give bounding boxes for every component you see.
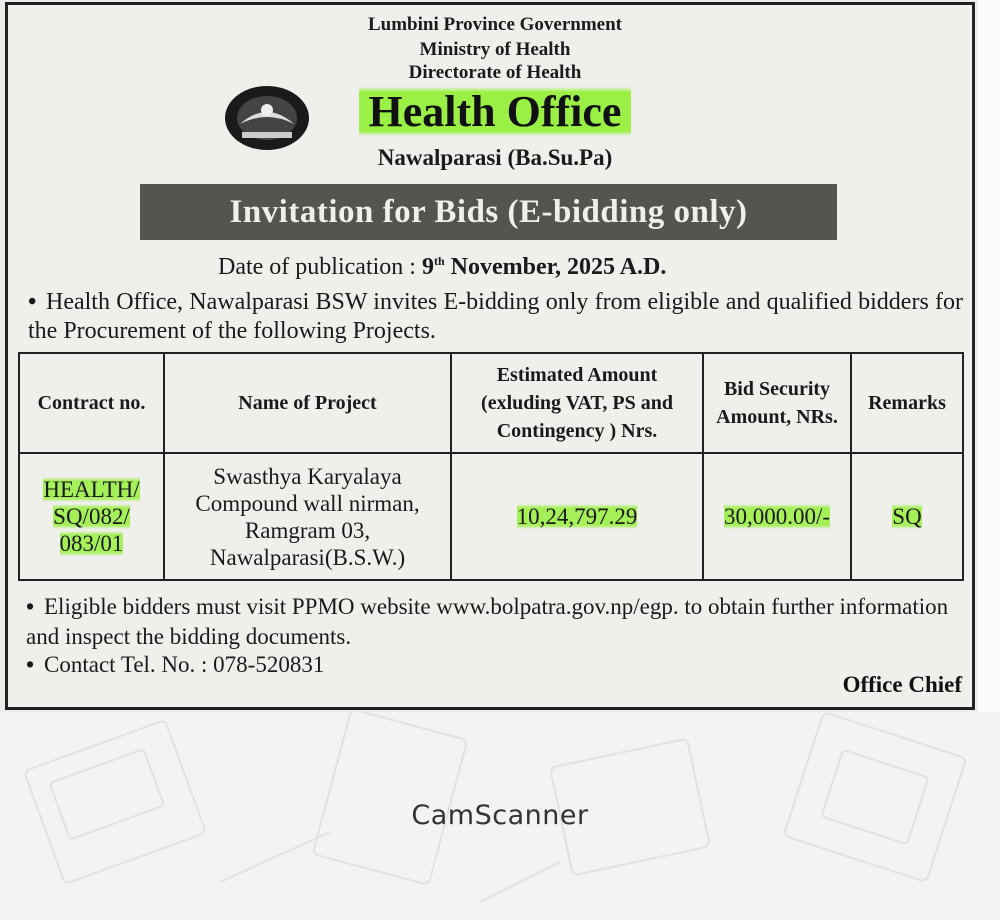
cell-remarks: SQ [851, 453, 963, 580]
eligibility-note: • Eligible bidders must visit PPMO website www.bolpatra.gov.np/egp. to obtain further information and inspect the bidding documents. [26, 594, 949, 649]
bid-table [18, 352, 964, 581]
office-title-text: Health Office [359, 87, 632, 136]
cell-bid-security: 30,000.00/- [703, 453, 851, 580]
header-project-name: Name of Project [164, 353, 451, 453]
header-contract-no: Contract no. [19, 353, 164, 453]
cell-contract-no: HEALTH/ SQ/082/ 083/01 [19, 453, 164, 580]
directorate-name: Directorate of Health [408, 62, 582, 83]
header-remarks: Remarks [851, 353, 963, 453]
bullet-icon: • [26, 594, 35, 619]
office-title [0, 86, 990, 137]
invitation-banner: Invitation for Bids (E-bidding only) [140, 184, 837, 240]
table-row [19, 453, 963, 580]
office-chief-signature: Office Chief [842, 672, 962, 697]
cell-estimated-amount: 10,24,797.29 [451, 453, 703, 580]
header-estimated-amount: Estimated Amount (exluding VAT, PS and Contingency ) Nrs. [451, 353, 703, 453]
contact-note: • Contact Tel. No. : 078-520831 [26, 652, 325, 677]
government-name: Lumbini Province Government [367, 14, 623, 35]
intro-paragraph: • Health Office, Nawalparasi BSW invites E-bidding only from eligible and qualified bidders for the Procurement of the following Projects. [28, 289, 963, 344]
office-location: Nawalparasi (Ba.Su.Pa) [377, 145, 613, 170]
header-bid-security: Bid Security Amount, NRs. [703, 353, 851, 453]
table-header-row [19, 353, 963, 453]
publication-date: Date of publication : 9th November, 2025 A.D. [218, 254, 667, 280]
cell-project-name: Swasthya Karyalaya Compound wall nirman, Ramgram 03, Nawalparasi(B.S.W.) [164, 453, 451, 580]
ministry-name: Ministry of Health [419, 39, 571, 60]
bullet-icon: • [28, 289, 37, 315]
camscanner-label: CamScanner [411, 800, 589, 831]
bullet-icon: • [26, 652, 35, 677]
